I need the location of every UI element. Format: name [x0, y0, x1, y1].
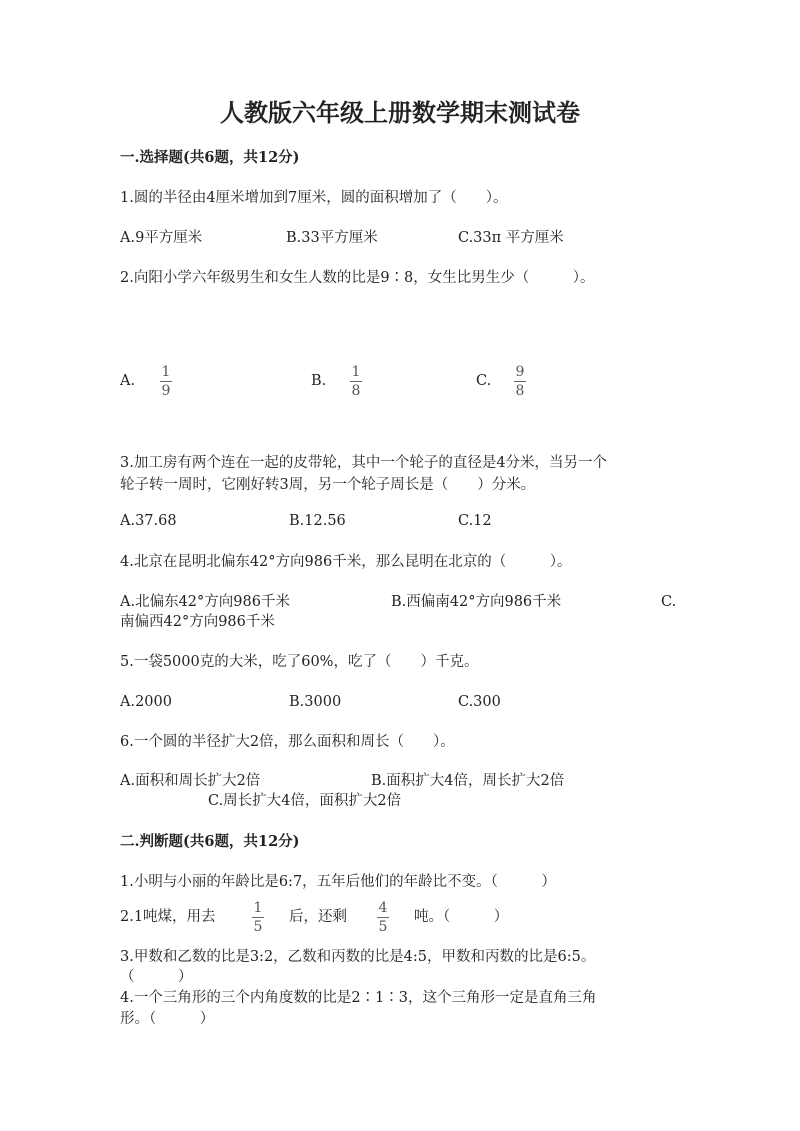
q6-option-a: A.面积和周长扩大2倍 [120, 773, 261, 789]
judgement-3-line1: 3.甲数和乙数的比是3:2，乙数和丙数的比是4:5，甲数和丙数的比是6:5。 [120, 949, 596, 965]
judgement-2-pre: 2.1吨煤，用去 [120, 909, 216, 925]
q1-option-c: C.33π 平方厘米 [458, 230, 564, 246]
section-heading-judgement: 二.判断题(共6题，共12分) [120, 833, 300, 850]
question-1: 1.圆的半径由4厘米增加到7厘米，圆的面积增加了（ ）。 [120, 190, 508, 206]
question-3-line2: 轮子转一周时，它刚好转3周，另一个轮子周长是（ ）分米。 [120, 477, 536, 493]
q2-option-c-fraction [514, 364, 526, 399]
q5-option-b: B.3000 [289, 694, 342, 710]
q6-option-c: C.周长扩大4倍，面积扩大2倍 [208, 793, 402, 809]
q1-option-b: B.33平方厘米 [286, 230, 378, 246]
q3-option-b: B.12.56 [289, 513, 346, 529]
judgement-4-line1: 4.一个三角形的三个内角度数的比是2∶1∶3，这个三角形一定是直角三角 [120, 990, 597, 1006]
question-6: 6.一个圆的半径扩大2倍，那么面积和周长（ ）。 [120, 734, 455, 750]
q3-option-a: A.37.68 [120, 513, 177, 529]
q2-option-c-label: C. [476, 373, 492, 389]
question-3-line1: 3.加工房有两个连在一起的皮带轮，其中一个轮子的直径是4分米，当另一个 [120, 455, 608, 471]
q5-option-a: A.2000 [120, 694, 172, 710]
question-5: 5.一袋5000克的大米，吃了60%，吃了（ ）千克。 [120, 654, 479, 670]
judgement-2-mid: 后，还剩 [289, 909, 347, 925]
q2-option-b-fraction [350, 364, 362, 399]
denominator: 8 [515, 383, 525, 399]
judgement-4-line2: 形。（ ） [120, 1011, 215, 1027]
numerator: 1 [351, 364, 361, 380]
q5-option-c: C.300 [458, 694, 501, 710]
numerator: 4 [378, 900, 388, 916]
q4-option-b: B.西偏南42°方向986千米 [391, 594, 562, 610]
judgement-3-line2: （ ） [120, 969, 193, 985]
denominator: 5 [253, 919, 263, 935]
q6-option-b: B.面积扩大4倍，周长扩大2倍 [371, 773, 565, 789]
q4-option-a: A.北偏东42°方向986千米 [120, 594, 290, 610]
q3-option-c: C.12 [458, 513, 492, 529]
judgement-2-post: 吨。（ ） [414, 909, 509, 925]
section-heading-choice: 一.选择题(共6题，共12分) [120, 149, 300, 166]
denominator: 5 [378, 919, 388, 935]
numerator: 1 [253, 900, 263, 916]
q4-option-c: 南偏西42°方向986千米 [120, 614, 275, 630]
denominator: 9 [161, 383, 171, 399]
q1-option-a: A.9平方厘米 [120, 230, 203, 246]
page-title: 人教版六年级上册数学期末测试卷 [220, 98, 580, 127]
q2-option-a-label: A. [120, 373, 136, 389]
numerator: 9 [515, 364, 525, 380]
judgement-1: 1.小明与小丽的年龄比是6:7，五年后他们的年龄比不变。（ ） [120, 874, 556, 890]
q2-option-b-label: B. [311, 373, 327, 389]
judgement-2-fraction-1 [252, 900, 264, 935]
q2-option-a-fraction [160, 364, 172, 399]
q4-option-c-label: C. [661, 594, 677, 610]
numerator: 1 [161, 364, 171, 380]
denominator: 8 [351, 383, 361, 399]
judgement-2-fraction-2 [377, 900, 389, 935]
question-4: 4.北京在昆明北偏东42°方向986千米，那么昆明在北京的（ ）。 [120, 554, 572, 570]
question-2: 2.向阳小学六年级男生和女生人数的比是9∶8，女生比男生少（ ）。 [120, 270, 595, 286]
